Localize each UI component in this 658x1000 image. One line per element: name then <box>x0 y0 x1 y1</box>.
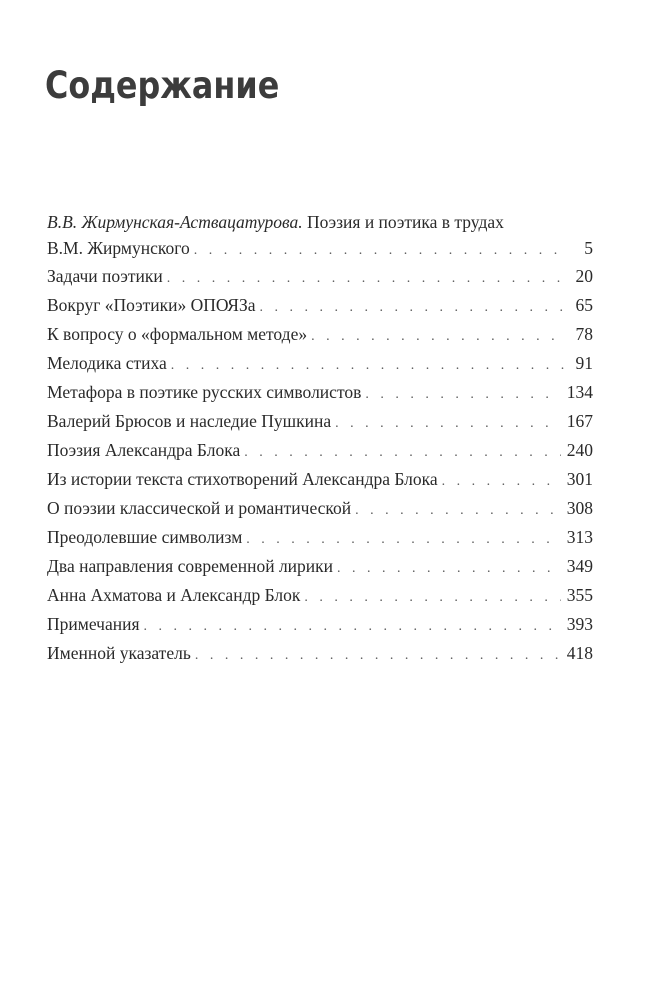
table-of-contents <box>47 210 593 668</box>
toc-entry-page: 65 <box>575 295 593 315</box>
toc-entry-title-part: Поэзия и поэтика в трудах <box>307 212 504 232</box>
toc-entry[interactable] <box>47 639 593 668</box>
toc-entry-title: Преодолевшие символизм <box>47 527 243 547</box>
toc-entry-title: Задачи поэтики <box>47 266 163 286</box>
dot-leader <box>167 264 565 293</box>
toc-entry-page: 240 <box>566 440 593 460</box>
toc-entry[interactable] <box>47 378 593 407</box>
toc-entry-page: 349 <box>566 556 593 576</box>
toc-entry[interactable] <box>47 262 593 291</box>
toc-entry[interactable] <box>47 407 593 436</box>
toc-entry-title: О поэзии классической и романтической <box>47 498 352 518</box>
toc-entry-title: Анна Ахматова и Александр Блок <box>47 585 301 605</box>
toc-entry[interactable] <box>47 320 593 349</box>
toc-entry[interactable] <box>47 465 593 494</box>
toc-entries-list <box>47 262 593 668</box>
toc-entry[interactable] <box>47 552 593 581</box>
toc-entry[interactable] <box>47 210 593 261</box>
toc-entry-title: Мелодика стиха <box>47 353 167 373</box>
dot-leader <box>195 641 561 670</box>
toc-entry-page: 313 <box>566 527 593 547</box>
toc-entry-title: Из истории текста стихотворений Александра Блока <box>47 469 438 489</box>
dot-leader <box>355 496 561 525</box>
dot-leader <box>335 409 561 438</box>
dot-leader <box>304 583 560 612</box>
toc-entry[interactable] <box>47 581 593 610</box>
dot-leader <box>337 554 561 583</box>
toc-entry[interactable] <box>47 349 593 378</box>
dot-leader <box>246 525 560 554</box>
toc-entry-page: 167 <box>566 411 593 431</box>
toc-entry-page: 134 <box>566 382 593 402</box>
toc-entry-page: 20 <box>575 266 593 286</box>
toc-entry-page: 301 <box>566 469 593 489</box>
dot-leader <box>244 438 561 467</box>
toc-entry-title: Два направления современной лирики <box>47 556 334 576</box>
toc-entry-page: 393 <box>566 614 593 634</box>
toc-entry-title: К вопросу о «формальном методе» <box>47 324 308 344</box>
dot-leader <box>365 380 560 409</box>
toc-entry[interactable] <box>47 291 593 320</box>
toc-entry-title: Поэзия Александра Блока <box>47 440 241 460</box>
toc-entry-author: В.В. Жирмунская-Аствацатурова. <box>47 212 303 232</box>
toc-entry-page: 355 <box>566 585 593 605</box>
dot-leader <box>259 293 565 322</box>
page-title: Содержание <box>45 64 280 107</box>
toc-entry-title: Примечания <box>47 614 140 634</box>
toc-entry-page: 91 <box>575 353 593 373</box>
toc-entry[interactable] <box>47 436 593 465</box>
dot-leader <box>311 322 565 351</box>
toc-entry-title: Валерий Брюсов и наследие Пушкина <box>47 411 332 431</box>
toc-entry[interactable] <box>47 610 593 639</box>
toc-entry-title: Метафора в поэтике русских символистов <box>47 382 362 402</box>
dot-leader <box>194 238 565 264</box>
toc-entry-title: Вокруг «Поэтики» ОПОЯЗа <box>47 295 256 315</box>
toc-entry-page: 308 <box>566 498 593 518</box>
toc-entry-title: В.М. Жирмунского <box>47 238 190 258</box>
dot-leader <box>144 612 561 641</box>
toc-entry[interactable] <box>47 494 593 523</box>
toc-entry-page: 78 <box>575 324 593 344</box>
toc-entry-page: 5 <box>584 238 593 258</box>
toc-entry-first-line <box>47 210 593 234</box>
toc-entry-title: Именной указатель <box>47 643 191 663</box>
toc-entry-page: 418 <box>566 643 593 663</box>
toc-entry[interactable] <box>47 523 593 552</box>
dot-leader <box>171 351 565 380</box>
dot-leader <box>442 467 561 496</box>
